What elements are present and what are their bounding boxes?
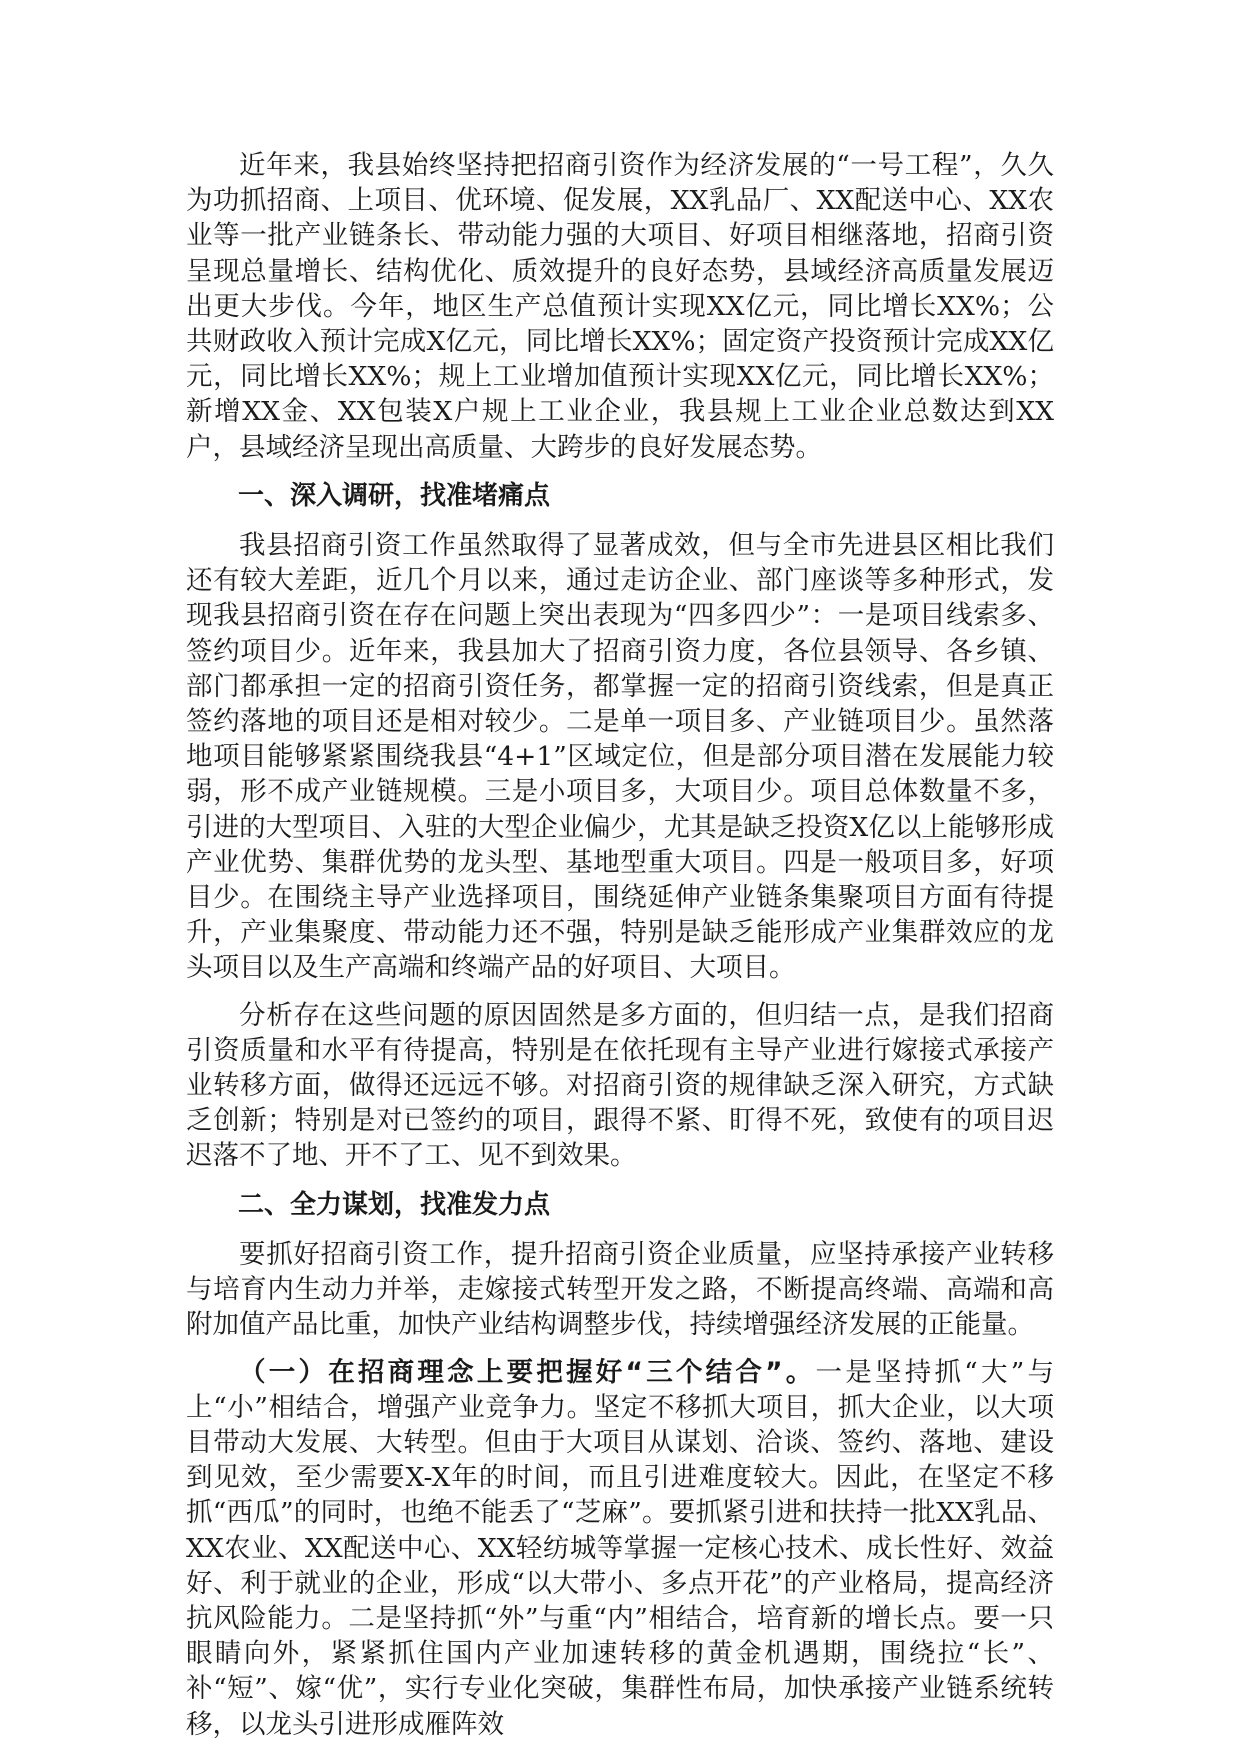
section-1-paragraph-1: 我县招商引资工作虽然取得了显著成效，但与全市先进县区相比我们还有较大差距，近几个月以来，通过走访企业、部门座谈等多种形式，发现我县招商引资在存在问题上突出表现为“四多四少”：一是项目线索多、签约项目少。近年来，我县加大了招商引资力度，各位县领导、各乡镇、部门都承担一定的招商引资任务，都掌握一定的招商引资线索，但是真正签约落地的项目还是相对较少。二是单一项目多、产业链项目少。虽然落地项目能够紧紧围绕我县“4+1”区域定位，但是部分项目潜在发展能力较弱，形不成产业链规模。三是小项目多，大项目少。项目总体数量不多，引进的大型项目、入驻的大型企业偏少，尤其是缺乏投资X亿以上能够形成产业优势、集群优势的龙头型、基地型重大项目。四是一般项目多，好项目少。在围绕主导产业选择项目，围绕延伸产业链条集聚项目方面有待提升，产业集聚度、带动能力还不强，特别是缺乏能形成产业集群效应的龙头项目以及生产高端和终端产品的好项目、大项目。 — [186, 530, 1054, 984]
subsection-1-paragraph — [186, 1355, 1054, 1742]
document-page — [186, 148, 1054, 1754]
section-1-paragraph-2: 分析存在这些问题的原因固然是多方面的，但归结一点，是我们招商引资质量和水平有待提高，特别是在依托现有主导产业进行嫁接式承接产业转移方面，做得还远远不够。对招商引资的规律缺乏深入研究，方式缺乏创新；特别是对已签约的项目，跟得不紧、盯得不死，致使有的项目迟迟落不了地、开不了工、见不到效果。 — [186, 999, 1054, 1172]
section-1-heading: 一、深入调研，找准堵痛点 — [238, 480, 551, 511]
intro-paragraph: 近年来，我县始终坚持把招商引资作为经济发展的“一号工程”，久久为功抓招商、上项目、优环境、促发展，XX乳品厂、XX配送中心、XX农业等一批产业链条长、带动能力强的大项目、好项目相继落地，招商引资呈现总量增长、结构优化、质效提升的良好态势，县域经济高质量发展迈出更大步伐。今年，地区生产总值预计实现XX亿元，同比增长XX%；公共财政收入预计完成X亿元，同比增长XX%；固定资产投资预计完成XX亿元，同比增长XX%；规上工业增加值预计实现XX亿元，同比增长XX%；新增XX金、XX包装X户规上工业企业，我县规上工业企业总数达到XX户，县域经济呈现出高质量、大跨步的良好发展态势。 — [186, 150, 1054, 463]
subsection-1-lead: （一）在招商理念上要把握好“三个结合”。 — [239, 1356, 816, 1388]
section-2-heading: 二、全力谋划，找准发力点 — [238, 1189, 551, 1220]
section-2-paragraph-1: 要抓好招商引资工作，提升招商引资企业质量，应坚持承接产业转移与培育内生动力并举，走嫁接式转型开发之路，不断提高终端、高端和高附加值产品比重，加快产业结构调整步伐，持续增强经济发展的正能量。 — [186, 1238, 1054, 1341]
subsection-1-body: 一是坚持抓“大”与上“小”相结合，增强产业竞争力。坚定不移抓大项目，抓大企业，以大项目带动大发展、大转型。但由于大项目从谋划、洽谈、签约、落地、建设到见效，至少需要X-X年的时间，而且引进难度较大。因此，在坚定不移抓“西瓜”的同时，也绝不能丢了“芝麻”。要抓紧引进和扶持一批XX乳品、XX农业、XX配送中心、XX轻纺城等掌握一定核心技术、成长性好、效益好、利于就业的企业，形成“以大带小、多点开花”的产业格局，提高经济抗风险能力。二是坚持抓“外”与重“内”相结合，培育新的增长点。要一只眼睛向外，紧紧抓住国内产业加速转移的黄金机遇期，围绕拉“长”、补“短”、嫁“优”，实行专业化突破，集群性布局，加快承接产业链系统转移，以龙头引进形成雁阵效 — [186, 1356, 1054, 1740]
